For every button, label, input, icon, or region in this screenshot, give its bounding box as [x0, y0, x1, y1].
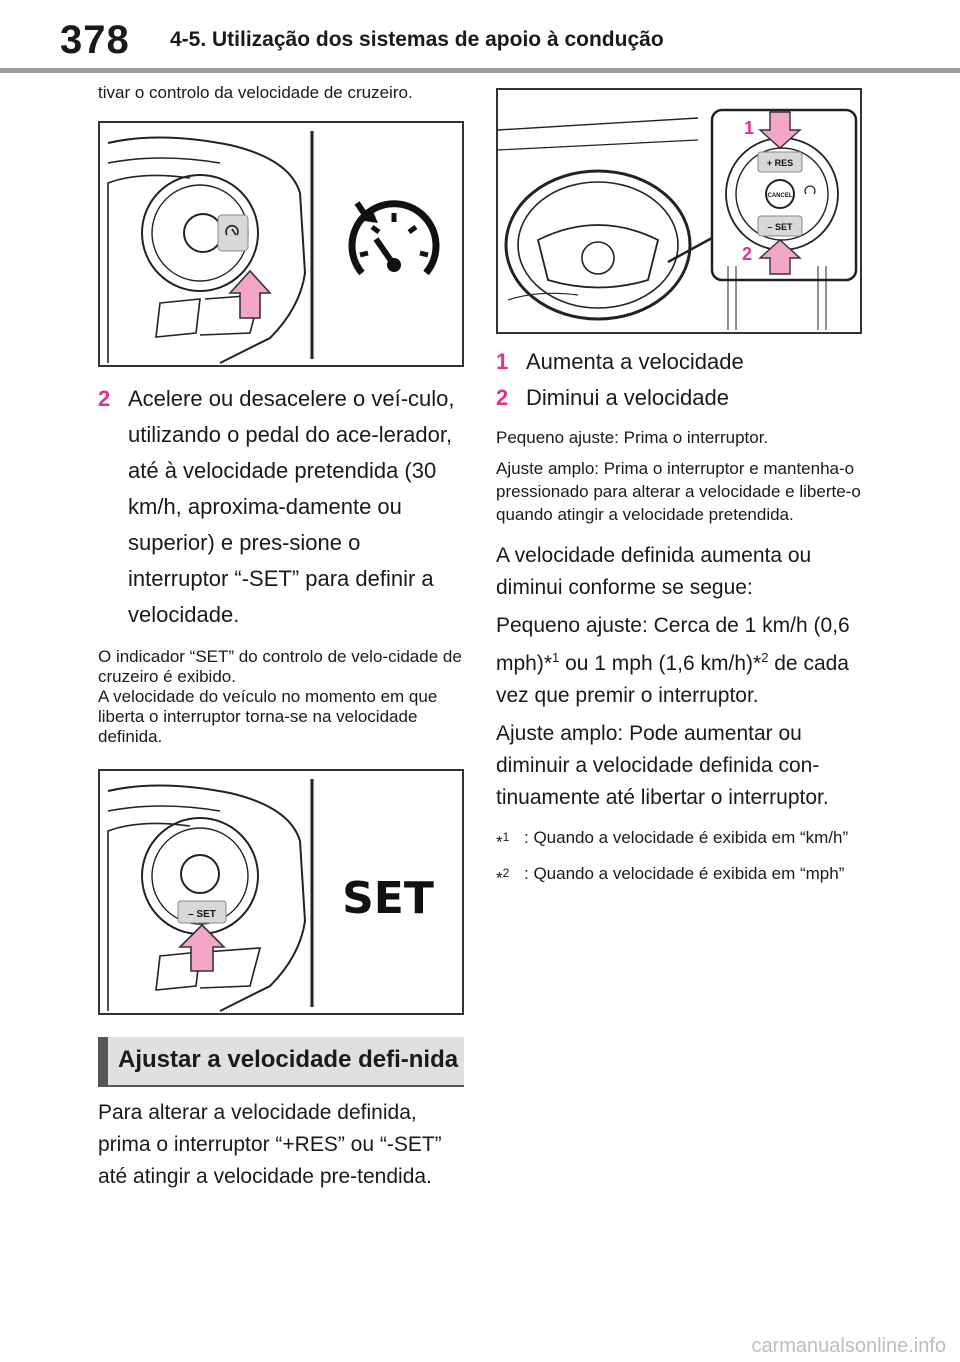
small-adjust-detail [496, 610, 866, 712]
res-set-illustration [498, 90, 860, 332]
footnote-2-mark: *$^2$ [496, 865, 510, 888]
step-2-number: 2 [98, 386, 111, 411]
item-1 [496, 344, 866, 380]
callout-2: 2 [742, 244, 753, 264]
note-set-indicator: O indicador “SET” do controlo de velo-cidade de cruzeiro é exibido. [98, 647, 462, 686]
small-adjust-detail-b: ou 1 mph (1,6 km/h)* [559, 652, 762, 675]
res-button-label: + RES [766, 158, 794, 168]
set-button-label-2: – SET [767, 222, 793, 232]
watermark: carmanualsonline.info [751, 1335, 946, 1357]
set-button-label: – SET [188, 909, 216, 920]
small-adjust-detail-c: de cada vez que premir o interruptor. [496, 652, 849, 707]
step-2 [98, 381, 464, 633]
section-banner: Ajustar a velocidade defi-nida [98, 1037, 464, 1087]
callout-1: 1 [744, 118, 755, 138]
footnote-ref-1: 1 [552, 650, 560, 665]
set-switch-illustration [100, 771, 462, 1013]
step-2-text: Acelere ou desacelere o veí-culo, utilizando o pedal do ace-lerador, até à velocidade pretendida (30 km/h, aproxima-damente ou superior) e pres-sione o interruptor “-SET” para definir a velocidade. [128, 386, 455, 627]
item-2-number: 2 [496, 385, 509, 410]
small-adjust-detail-a: Pequeno ajuste: Cerca de 1 km/h (0,6 mph)* [496, 614, 850, 675]
item-2 [496, 380, 866, 416]
figure-set-switch [98, 769, 464, 1015]
footnote-2-text: : Quando a velocidade é exibida em “mph” [524, 863, 845, 883]
footnote-2 [496, 862, 866, 890]
steering-switch-illustration [100, 123, 462, 365]
item-1-text: Aumenta a velocidade [526, 349, 744, 374]
note-set-speed: A velocidade do veículo no momento em que liberta o interruptor torna-se na velocidade definida. [98, 687, 438, 746]
large-adjust-detail: Ajuste amplo: Pode aumentar ou diminuir a velocidade definida con-tinuamente até libertar o interruptor. [496, 722, 829, 809]
intro-text: tivar o controlo da velocidade de cruzeiro. [98, 83, 413, 102]
section-title: 4-5. Utilização dos sistemas de apoio à condução [170, 28, 664, 51]
page-header [0, 0, 960, 80]
cancel-button-label: CANCEL [767, 193, 793, 199]
figure-res-set-switch [496, 88, 862, 334]
footnote-1 [496, 826, 866, 854]
item-1-number: 1 [496, 349, 509, 374]
header-rule [0, 68, 960, 73]
change-speed-text: Para alterar a velocidade definida, prima o interruptor “+RES” ou “-SET” até atingir a velocidade pre-tendida. [98, 1101, 442, 1188]
right-column [496, 80, 866, 889]
footnote-1-mark: *$^1$ [496, 830, 510, 852]
speed-change-intro: A velocidade definida aumenta ou diminui conforme se segue: [496, 544, 812, 599]
small-adjust-text: Pequeno ajuste: Prima o interruptor. [496, 428, 769, 447]
large-adjust-text: Ajuste amplo: Prima o interruptor e mantenha-o pressionado para alterar a velocidade e liberte-o quando atingir a velocidade pretendida. [496, 459, 861, 524]
left-column [98, 80, 464, 1193]
footnote-1-text: : Quando a velocidade é exibida em “km/h” [524, 828, 849, 847]
set-indicator-label: SET [342, 873, 434, 924]
page-number: 378 [60, 18, 130, 62]
footnote-ref-2: 2 [761, 650, 769, 665]
item-2-text: Diminui a velocidade [526, 385, 729, 410]
figure-cruise-switch-on [98, 121, 464, 367]
